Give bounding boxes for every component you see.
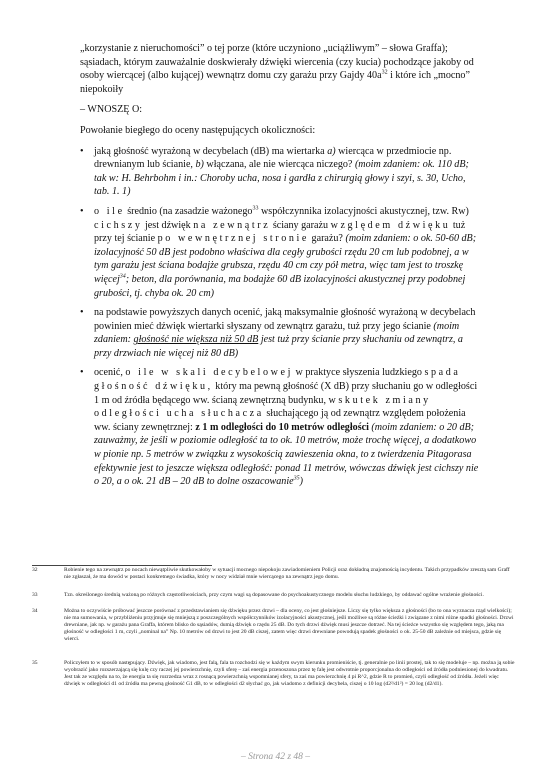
bullet-list: [80, 145, 480, 489]
paragraph-intro: [80, 42, 480, 96]
footnote-divider: [32, 565, 212, 566]
intro-text-a: „korzystanie z nieruchomości” o tej porze (które uczyniono „uciążliwym” – słowa Graffa); sąsiadach, którym zauważalnie doskwierały dźwięki wiercenia (czy kucia) pochodzące jakoby od osoby wiercącej (albo kującej) wewnątrz domu czy garażu przy Gajdy 40a: [80, 43, 474, 82]
intro-text-b: i które ich „mocno” niepokoiły: [80, 70, 470, 95]
footnote-ref-33[interactable]: 33: [252, 205, 259, 212]
heading-wnosze: – WNOSZĘ O:: [80, 104, 143, 116]
footnote-ref-32[interactable]: 32: [381, 69, 388, 76]
footnote-34: 34 Można to oczywiście próbować jeszcze porównać z przedstawianiem się dźwięku przez drzwi – dla oceny, co jest głośniejsze. Liczy się tylko większa z głośności (bo to ona wyznacza rząd wielkości); nie ma sumowania, w przybliżeniu przyjmuje się mniejszą z poszczególnych współczynników izolacyjności akustycznej, jeśli możliwe są różne ścieżki i związane z nimi różne spadki głośności. Drzwi drewniane, jak np. w garażu pana Graffa, którem blisko do sąsiadów, dumią dźwięk o rzędu 25 dB. Do tych drzwi dźwięk musi jeszcze dotrzeć. Na tej ścieżce wszystko się względem tego, jaką ma głośność w odległości 1 m, czyli „nominal na” Np. 10 metrów od drzwi to jest 20 dB ciszej, zatem więc drzwi drewniane powodują spadek głośności o ok. 25-50 dB zależnie od miejsca, gdzie się wierci.: [32, 608, 514, 642]
list-item: • o ile średnio (na zasadzie ważonego$^{33}$ współczynnika izolacyjności akustycznej, tzw. Rw) cichszy jest dźwięk na zewnątrz ściany garażu względem dźwięku tuż przy tej ścianie po wewnętrznej stronie garażu? (moim zdaniem: o ok. 50-60 dB; izolacyjność 50 dB jest podobno właściwa dla cegły grubości rzędu 20 cm lub podobnej, a w tym garażu jest ściana bodajże grubsza, rzędu 40 cm czy pół metra, więc tam jest to troszkę więcej$^{34}$; beton, dla porównania, ma bodajże 60 dB izolacyjności akustycznej przy podobnej grubości, tj. chyba ok. 20 cm): [80, 205, 477, 299]
main-text: [80, 42, 480, 495]
footnote-32: 32 Robienie tego na zewnątrz po nocach niewątpliwie skutkowałoby w sytuacji mocnego niepokoju zawiadomieniem Policji oraz dokładną znajomością incydentu. Takich przypadków zresztą sam Graff nie zgłaszał, że ma dowód w postaci konkretnego świadka, który w nocy widział mnie wiercącego na zewnątrz jego domu.: [32, 567, 510, 580]
paragraph-powolanie: Powołanie biegłego do oceny następujących okoliczności:: [80, 124, 316, 136]
bullet-dot-icon: •: [80, 205, 84, 217]
bullet-dot-icon: •: [80, 307, 84, 319]
bullet-dot-icon: •: [80, 145, 84, 157]
footnote-35: 35 Policzyłem to w sposób następujący. Dźwięk, jak wiadomo, jest falą, fala ta rozchodzi się w każdym swym kierunku promieniście, tj. generalnie po linii prostej, tak to się modeluje – np. można ją sobie wyobrazić jako rozszerzającą się kulę czy raczej jej powierzchnię, czyli sferę – zaś energia przenoszona przez tę falę jest odwrotnie proporcjonalna do odległości od źródła podniesionej do kwadratu. Jest tak ze względu na to, że energia ta się rozrzedza wraz z rosnącą powierzchnią wspomnianej sfery, ta zaś ma powierzchnię 4 pi R^2, gdzie R to promień, czyli odległość od źródła. Jeżeli więc dźwięk w odległości d1 od źródła ma pewną głośność G1 dB, to w odległości d2 słychać go, jak wiadomo z definicji decybela, ciszej o 10 log (d2²/d1²) = 20 log (d2/d1).: [32, 660, 515, 687]
footnote-33: 33 Tzn. określonego średnią ważoną po różnych częstotliwościach, przy czym wagi są dopasowane do psychoakustycznego modelu słuchu ludzkiego, by oddawać ogólne wrażenie głośności.: [32, 592, 484, 598]
footnote-ref-34[interactable]: 34: [119, 273, 126, 280]
page-number: – Strona 42 z 48 –: [240, 752, 311, 762]
footnote-ref-35[interactable]: 35: [293, 475, 300, 482]
list-item: • ocenić, o ile w skali decybelowej w praktyce słyszenia ludzkiego spada głośność dźwięku, który ma pewną głośność (X dB) przy słuchaniu go w odległości 1 m od źródła będącego ww. ścianą zewnętrzną budynku, wskutek zmiany odległości ucha słuchacza słuchającego ją od zewnątrz względem położenia ww. ściany zewnętrznej: z 1 m odległości do 10 metrów odległości (moim zdaniem: o 20 dB; zauważmy, że jeśli w poziomie odległość ta to ok. 10 metrów, może trochę więcej, a dodatkowo w pionie np. 5 metrów w związku z wysokością zawieszenia okna, to z twierdzenia Pitagorasa efektywnie jest to jeszcze większa odległość: ponad 11 metrów, wówczas dźwięk jest cichszy nie o 20, a o ok. 21 dB – 20 dB to dolne oszacowanie$^{35}$): [80, 367, 479, 488]
list-item: • na podstawie powyższych danych ocenić, jaką maksymalnie głośność wyrażoną w decybelach powinien mieć dźwięk wiertarki słyszany od zewnątrz garażu, tuż przy jego ścianie (moim zdaniem: głośność nie większa niż 50 dB jest tuż przy ścianie przy słuchaniu od zewnątrz, a przy drzwiach nie więcej niż 80 dB): [80, 307, 476, 359]
list-item: • jaką głośność wyrażoną w decybelach (dB) ma wiertarka a) wiercąca w przedmiocie np. drewnianym lub ścianie, b) włączana, ale nie wiercąca niczego? (moim zdaniem: ok. 110 dB; tak w: H. Behrbohm i in.: Choroby ucha, nosa i gardła z chirurgią głowy i szyi, s. 30, Ucho, tab. 1. 1): [80, 145, 469, 198]
bullet-dot-icon: •: [80, 367, 84, 379]
